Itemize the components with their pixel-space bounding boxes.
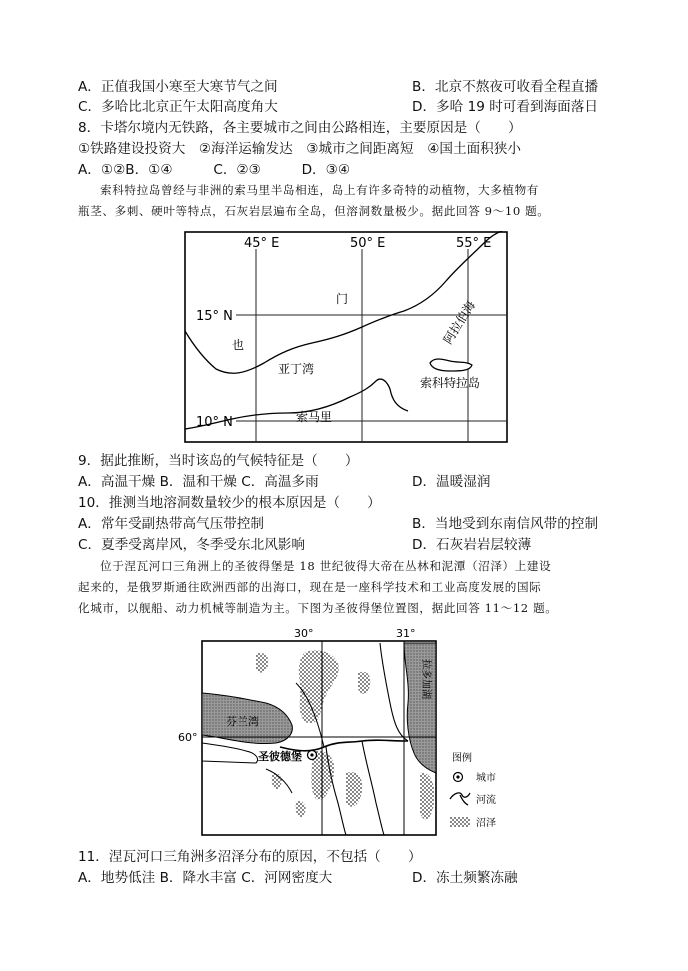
map1-arabian-sea-label: 阿拉伯海 xyxy=(440,298,478,347)
map2-lon-30-label: 30° xyxy=(294,627,314,640)
socotra-map xyxy=(184,231,508,443)
map1-lon-45-label: 45° E xyxy=(244,236,280,251)
map1-gulf-label: 亚丁湾 xyxy=(278,362,315,376)
q7-option-c: C．多哈比北京正午太阳高度角大 xyxy=(78,99,278,115)
map2-legend-city: 城市 xyxy=(476,773,496,784)
q11-options: A．地势低洼 B．降水丰富 C．河网密度大 xyxy=(78,870,333,886)
stpetersburg-map xyxy=(176,623,496,839)
q8-items: ①铁路建设投资大 ②海洋运输发达 ③城市之间距离短 ④国土面积狭小 xyxy=(78,141,521,157)
map1-lon-50-label: 50° E xyxy=(350,236,386,251)
map2-legend-river: 河流 xyxy=(476,795,496,806)
q10-option-b: B．当地受到东南信风带的控制 xyxy=(412,516,599,532)
map1-lon-55-label: 55° E xyxy=(456,236,492,251)
map2-gulf-label: 芬兰湾 xyxy=(226,715,259,728)
q8-options: A．①②B．①④ C．②③ D．③④ xyxy=(78,162,351,178)
map2-lon-31-label: 31° xyxy=(396,627,416,640)
map2-legend-title: 图例 xyxy=(452,753,472,764)
intro-stp-line3: 化城市，以舰船、动力机械等制造为主。下图为圣彼得堡位置图，据此回答 11～12 题。 xyxy=(78,601,558,615)
map1-somali-label: 索马里 xyxy=(296,410,333,424)
q10-option-a: A．常年受副热带高气压带控制 xyxy=(78,516,265,532)
q9-option-d: D．温暖湿润 xyxy=(412,474,491,490)
q7-option-a: A．正值我国小寒至大寒节气之间 xyxy=(78,79,278,95)
intro-socotra-line1: 索科特拉岛曾经与非洲的索马里半岛相连，岛上有许多奇特的动植物，大多植物有 xyxy=(100,183,539,197)
q10-option-d: D．石灰岩岩层较薄 xyxy=(412,537,532,553)
q9-stem: 9．据此推断，当时该岛的气候特征是（ ） xyxy=(78,453,359,469)
map2-legend-swamp: 沼泽 xyxy=(476,818,496,829)
q11-stem: 11．涅瓦河口三角洲多沼泽分布的原因，不包括（ ） xyxy=(78,849,422,865)
q8-stem: 8．卡塔尔境内无铁路，各主要城市之间由公路相连，主要原因是（ ） xyxy=(78,120,522,136)
intro-socotra-line2: 瓶茎、多刺、硬叶等特点，石灰岩层遍布全岛，但溶洞数量极少。据此回答 9～10 题。 xyxy=(78,204,550,218)
intro-stp-line2: 起来的，是俄罗斯通往欧洲西部的出海口，现在是一座科学技术和工业高度发展的国际 xyxy=(78,580,542,594)
map1-socotra-label: 索科特拉岛 xyxy=(420,376,481,390)
q10-stem: 10．推测当地溶洞数量较少的根本原因是（ ） xyxy=(78,495,381,511)
map1-ye-label: 也 xyxy=(232,338,245,352)
map2-lat-60-label: 60° xyxy=(178,731,198,744)
q9-options: A．高温干燥 B．温和干燥 C．高温多雨 xyxy=(78,474,319,490)
q11-option-d: D．冻土频繁冻融 xyxy=(412,870,518,886)
map2-city-label: 圣彼德堡 xyxy=(258,750,302,763)
map1-lat-15-label: 15° N xyxy=(196,309,233,324)
map1-lat-10-label: 10° N xyxy=(196,415,233,430)
intro-stp-line1: 位于涅瓦河口三角洲上的圣彼得堡是 18 世纪彼得大帝在丛林和泥潭（沼泽）上建设 xyxy=(100,559,552,573)
map2-lake-label: 拉多加湖 xyxy=(420,659,431,699)
q7-option-b: B．北京不熬夜可收看全程直播 xyxy=(412,79,599,95)
q10-option-c: C．夏季受离岸风，冬季受东北风影响 xyxy=(78,537,305,553)
q7-option-d: D．多哈 19 时可看到海面落日 xyxy=(412,99,598,115)
map1-men-label: 门 xyxy=(336,292,349,306)
